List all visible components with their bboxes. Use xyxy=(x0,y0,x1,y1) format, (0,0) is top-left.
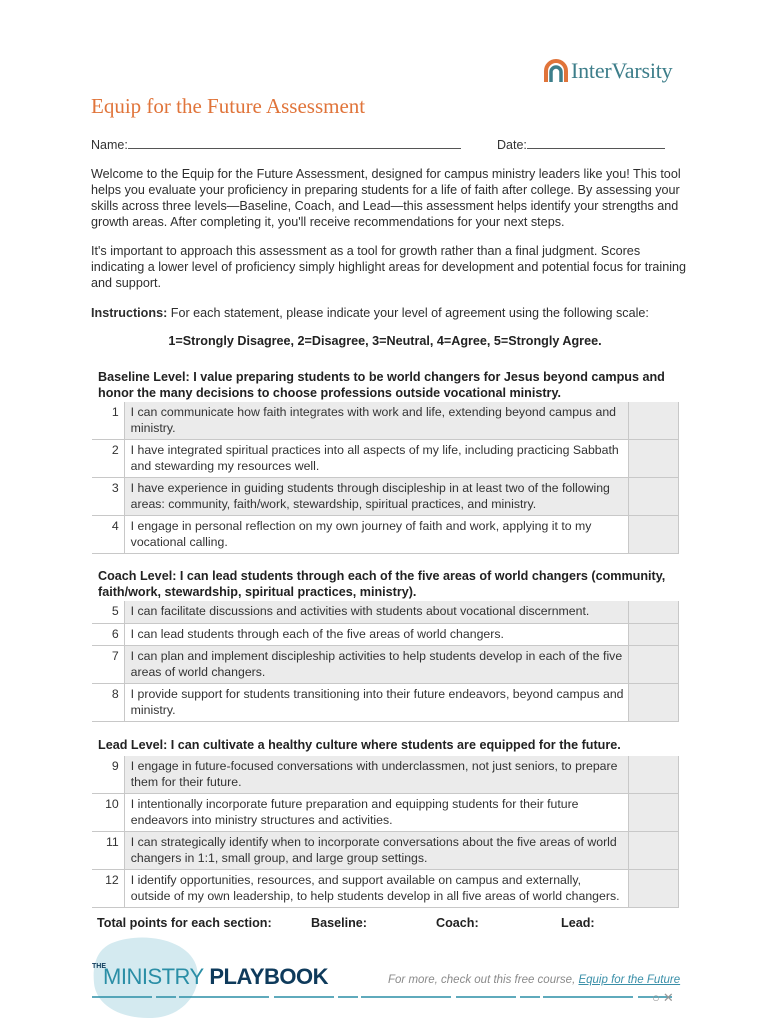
growth-paragraph: It's important to approach this assessment as a tool for growth rather than a final judgment. Scores indicating a lower level of proficiency simply highlight areas for development and potential focus for training and support. xyxy=(91,244,687,290)
intervarsity-logo xyxy=(543,56,672,86)
score-box[interactable] xyxy=(628,601,678,623)
ministry-playbook-logo xyxy=(103,964,328,990)
item-number: 2 xyxy=(111,443,119,457)
score-box[interactable] xyxy=(628,402,678,440)
item-statement: I can facilitate discussions and activities with students about vocational discernment. xyxy=(124,601,628,623)
date-label: Date: xyxy=(497,138,527,152)
table-row xyxy=(92,402,679,440)
item-statement: I have integrated spiritual practices into all aspects of my life, including practicing Sabbath and stewarding my resources well. xyxy=(124,440,628,478)
item-number: 12 xyxy=(105,873,119,887)
baseline-total[interactable]: Baseline: xyxy=(311,916,367,930)
item-statement: I can strategically identify when to incorporate conversations about the five areas of world changers in 1:1, small group, and large group settings. xyxy=(124,832,628,870)
page-title: Equip for the Future Assessment xyxy=(91,94,366,118)
coach-total[interactable]: Coach: xyxy=(436,916,479,930)
score-box[interactable] xyxy=(628,440,678,478)
item-number: 9 xyxy=(111,759,119,773)
item-statement: I identify opportunities, resources, and support available on campus and externally, outside of my own leadership, to help students develop in all five areas of world changers. xyxy=(124,870,628,908)
item-number: 1 xyxy=(111,405,119,419)
table-row xyxy=(92,756,679,794)
date-field[interactable] xyxy=(497,136,665,152)
brand-the: THE xyxy=(92,963,106,970)
score-box[interactable] xyxy=(628,646,678,684)
score-box[interactable] xyxy=(628,756,678,794)
score-box[interactable] xyxy=(628,870,678,908)
table-row xyxy=(92,440,679,478)
table-row xyxy=(92,623,679,646)
score-box[interactable] xyxy=(628,623,678,646)
brand-ministry: MINISTRY xyxy=(103,964,204,989)
table-row xyxy=(92,794,679,832)
item-number: 6 xyxy=(111,626,119,641)
lead-table xyxy=(92,756,679,908)
table-row xyxy=(92,870,679,908)
footer-note-text: For more, check out this free course, xyxy=(388,974,579,986)
score-box[interactable] xyxy=(628,832,678,870)
item-statement: I engage in future-focused conversations with underclassmen, not just seniors, to prepare them for their future. xyxy=(124,756,628,794)
table-row xyxy=(92,516,679,554)
instructions-text: For each statement, please indicate your level of agreement using the following scale: xyxy=(167,306,649,320)
table-row xyxy=(92,832,679,870)
item-number: 3 xyxy=(111,481,119,495)
course-link[interactable]: Equip for the Future xyxy=(578,974,681,986)
baseline-table xyxy=(92,402,679,554)
footer-icons: ○✕ xyxy=(652,990,677,1005)
item-statement: I provide support for students transitioning into their future endeavors, beyond campus and ministry. xyxy=(124,684,628,722)
footer-divider xyxy=(92,996,672,998)
instructions xyxy=(91,305,687,321)
table-row xyxy=(92,478,679,516)
score-box[interactable] xyxy=(628,684,678,722)
intervarsity-arch-icon xyxy=(543,58,569,84)
item-number: 5 xyxy=(111,604,119,618)
lead-total[interactable]: Lead: xyxy=(561,916,595,930)
date-blank[interactable] xyxy=(527,136,665,149)
item-number: 11 xyxy=(106,835,119,849)
footer-note xyxy=(388,974,680,986)
item-statement: I can communicate how faith integrates with work and life, extending beyond campus and ministry. xyxy=(124,402,628,440)
score-box[interactable] xyxy=(628,478,678,516)
item-number: 4 xyxy=(111,519,119,533)
table-row xyxy=(92,601,679,623)
item-number: 10 xyxy=(105,797,119,811)
coach-heading: Coach Level: I can lead students through each of the five areas of world changers (community, faith/work, stewardship, spiritual practices, ministry). xyxy=(98,569,666,599)
brand-playbook: PLAYBOOK xyxy=(209,964,328,989)
item-statement: I engage in personal reflection on my own journey of faith and work, applying it to my vocational calling. xyxy=(124,516,628,554)
score-box[interactable] xyxy=(628,516,678,554)
name-blank[interactable] xyxy=(128,136,461,149)
item-statement: I intentionally incorporate future preparation and equipping students for their future endeavors into ministry structures and activities. xyxy=(124,794,628,832)
baseline-heading: Baseline Level: I value preparing students to be world changers for Jesus beyond campus and honor the many decisions to choose professions outside vocational ministry. xyxy=(98,370,665,400)
item-statement: I can plan and implement discipleship activities to help students develop in each of the five areas of world changers. xyxy=(124,646,628,684)
lead-heading: Lead Level: I can cultivate a healthy culture where students are equipped for the future. xyxy=(98,738,621,752)
instructions-label: Instructions: xyxy=(91,306,168,320)
coach-table xyxy=(92,601,679,722)
item-statement: I have experience in guiding students through discipleship in at least two of the following areas: community, faith/work, stewardship, spiritual practices, and ministry. xyxy=(124,478,628,516)
item-statement: I can lead students through each of the five areas of world changers. xyxy=(124,623,628,646)
rating-scale: 1=Strongly Disagree, 2=Disagree, 3=Neutral, 4=Agree, 5=Strongly Agree. xyxy=(168,334,602,348)
name-label: Name: xyxy=(91,138,128,152)
table-row xyxy=(92,646,679,684)
score-box[interactable] xyxy=(628,794,678,832)
name-field[interactable] xyxy=(91,136,461,152)
intro-paragraph: Welcome to the Equip for the Future Assessment, designed for campus ministry leaders like you! This tool helps you evaluate your proficiency in preparing students for a life of faith after college. By assessing your skills across three levels—Baseline, Coach, and Lead—this assessment helps identify your strengths and growth areas. After completing it, you'll receive recommendations for your next steps. xyxy=(91,167,681,229)
totals-label: Total points for each section: xyxy=(97,916,272,930)
table-row xyxy=(92,684,679,722)
item-number: 7 xyxy=(111,649,119,663)
item-number: 8 xyxy=(111,687,119,701)
logo-text: InterVarsity xyxy=(571,58,673,83)
